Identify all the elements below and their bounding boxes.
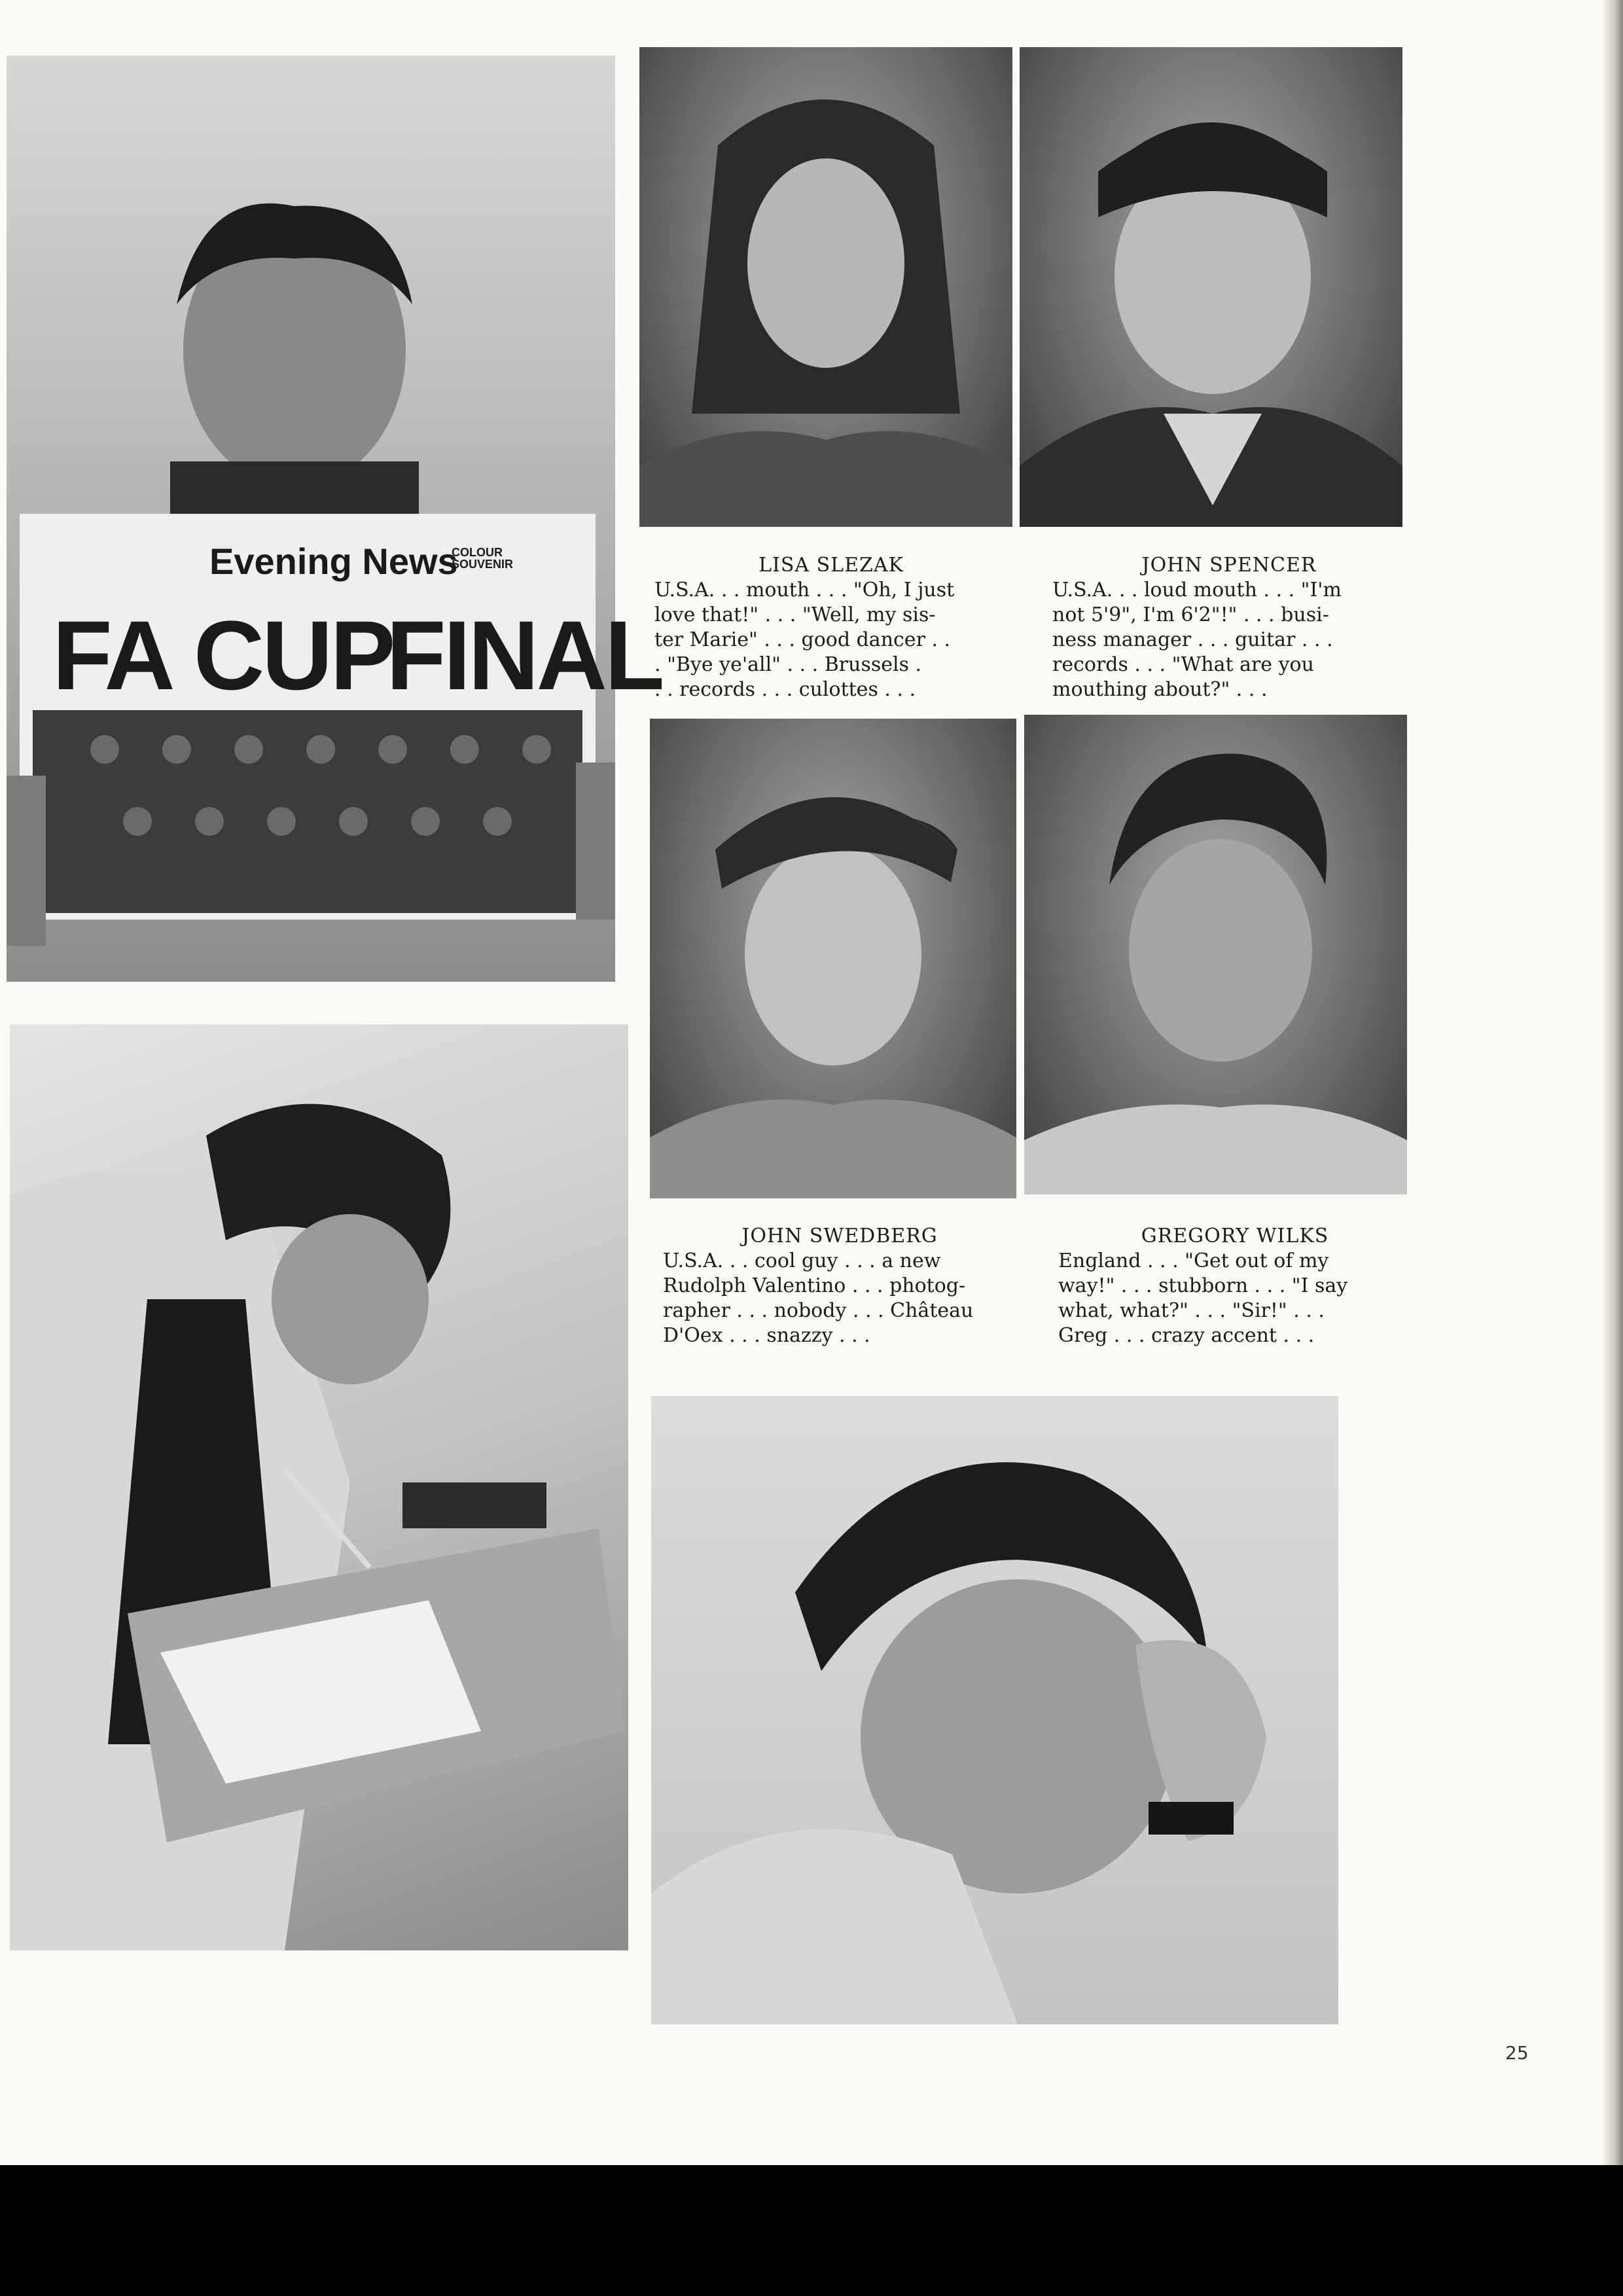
newspaper-masthead: Evening News xyxy=(209,541,458,582)
portrait-wilks-illustration xyxy=(1024,715,1407,1194)
portrait-john-spencer xyxy=(1020,47,1402,527)
student-name: JOHN SPENCER xyxy=(1141,554,1317,577)
student-bio: U.S.A. . . mouth . . . "Oh, I just love that!" . . . "Well, my sis- ter Marie" . . . good dancer . . . "Bye ye'all" . . . Brussels . . . records . . . culottes . . . xyxy=(654,579,955,701)
newspaper-boy-illustration xyxy=(7,56,615,982)
boy-writing-illustration xyxy=(10,1024,628,1950)
photo-boy-writing xyxy=(10,1024,628,1950)
student-name: LISA SLEZAK xyxy=(758,554,904,577)
newspaper-headline-left: FA CUP xyxy=(52,600,393,710)
photo-smiling-boy xyxy=(651,1396,1338,2024)
caption-gregory-wilks xyxy=(1058,1224,1412,1348)
student-bio: England . . . "Get out of my way!" . . . stubborn . . . "I say what, what?" . . . "Sir!" . . . Greg . . . crazy accent . . . xyxy=(1058,1249,1348,1347)
portrait-spencer-illustration xyxy=(1020,47,1402,527)
portrait-lisa-illustration xyxy=(639,47,1012,527)
portrait-lisa-slezak xyxy=(639,47,1012,527)
student-name: GREGORY WILKS xyxy=(1141,1225,1329,1247)
newspaper-tag: COLOUR SOUVENIR xyxy=(452,546,514,571)
student-name: JOHN SWEDBERG xyxy=(741,1225,938,1247)
student-bio: U.S.A. . . loud mouth . . . "I'm not 5'9", I'm 6'2"!" . . . busi- ness manager . . . guitar . . . records . . . "What are you mouthing about?" . . . xyxy=(1052,579,1342,701)
photo-newspaper-boy xyxy=(7,56,662,982)
caption-lisa-slezak xyxy=(654,553,1008,702)
newspaper-headline-right: FINAL xyxy=(386,600,662,710)
portrait-gregory-wilks xyxy=(1024,715,1407,1194)
page-number: 25 xyxy=(1505,2042,1529,2064)
caption-john-spencer xyxy=(1052,553,1406,702)
page-gutter-edge xyxy=(1603,0,1623,2165)
caption-john-swedberg xyxy=(663,1224,1016,1348)
portrait-john-swedberg xyxy=(650,719,1016,1198)
smiling-boy-illustration xyxy=(651,1396,1338,2024)
student-bio: U.S.A. . . cool guy . . . a new Rudolph Valentino . . . photog- rapher . . . nobody . . . Château D'Oex . . . snazzy . . . xyxy=(663,1249,974,1347)
portrait-swedberg-illustration xyxy=(650,719,1016,1198)
